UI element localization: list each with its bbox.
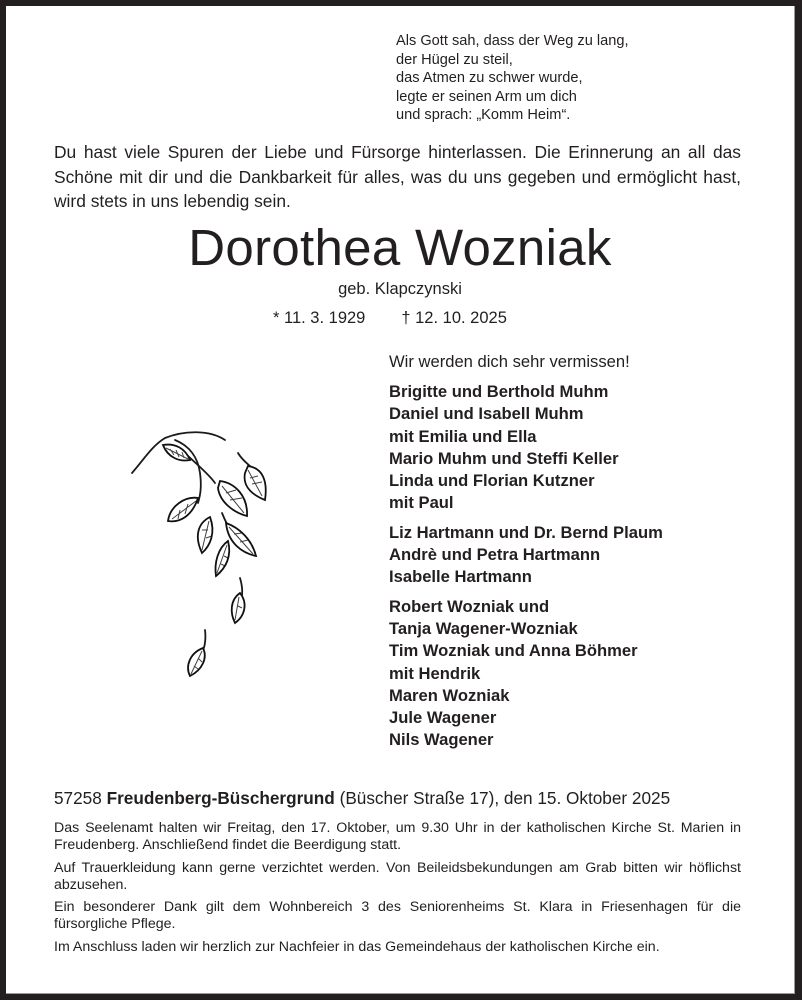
address-date: (Büscher Straße 17), den 15. Oktober 2025 <box>339 788 671 808</box>
family-member: Linda und Florian Kutzner <box>389 471 595 491</box>
family-member: Tanja Wagener-Wozniak <box>389 618 578 638</box>
family-member: mit Emilia und Ella <box>389 426 537 446</box>
note-paragraph: Im Anschluss laden wir herzlich zur Nachfeier in das Gemeindehaus der katholischen Kirche ein. <box>54 938 660 955</box>
service-notes <box>54 820 741 961</box>
falling-leaves-icon <box>130 418 295 688</box>
death-date: † 12. 10. 2025 <box>401 309 507 327</box>
family-member: Jule Wagener <box>389 708 497 728</box>
family-member: Isabelle Hartmann <box>389 567 532 587</box>
family-section <box>389 351 663 759</box>
closing-line: Wir werden dich sehr vermissen! <box>389 352 630 371</box>
family-member: Maren Wozniak <box>389 685 510 705</box>
poem-line: das Atmen zu schwer wurde, <box>396 70 583 87</box>
poem-line: Als Gott sah, dass der Weg zu lang, <box>396 33 629 49</box>
family-member: mit Paul <box>389 493 454 513</box>
family-group <box>389 381 663 515</box>
family-member: Liz Hartmann und Dr. Bernd Plaum <box>389 522 663 542</box>
postal-code: 57258 <box>54 788 102 808</box>
note-paragraph: Ein besonderer Dank gilt dem Wohnbereich 3 des Seniorenheims St. Klara in Friesenhagen für die fürsorgliche Pflege. <box>54 899 741 933</box>
family-member: Brigitte und Berthold Muhm <box>389 382 609 401</box>
family-member: Robert Wozniak und <box>389 596 550 616</box>
intro-text: Du hast viele Spuren der Liebe und Fürsorge hinterlassen. Die Erinnerung an all das Schöne mit dir und die Dankbarkeit für alles, was du uns gegeben und ermöglicht hast, wird stets in uns lebendig sein. <box>54 142 741 211</box>
town-name: Freudenberg-Büschergrund <box>106 788 335 808</box>
family-group <box>389 596 663 752</box>
note-paragraph: Das Seelenamt halten wir Freitag, den 17. Oktober, um 9.30 Uhr in der katholischen Kirche St. Marien in Freudenberg. Anschließend findet die Beerdigung statt. <box>54 820 741 854</box>
poem <box>396 32 629 125</box>
family-group <box>389 522 663 589</box>
poem-line: und sprach: „Komm Heim“. <box>396 107 571 124</box>
note-paragraph: Auf Trauerkleidung kann gerne verzichtet werden. Von Beileidsbekundungen am Grab bitten wir höflichst abzusehen. <box>54 859 741 893</box>
birth-date: * 11. 3. 1929 <box>273 309 366 327</box>
family-member: mit Hendrik <box>389 663 481 683</box>
poem-line: der Hügel zu steil, <box>396 51 513 68</box>
deceased-name: Dorothea Wozniak <box>188 219 612 276</box>
place-date-line <box>54 787 670 809</box>
family-member: Tim Wozniak und Anna Böhmer <box>389 641 638 661</box>
poem-line: legte er seinen Arm um dich <box>396 88 577 105</box>
family-member: Nils Wagener <box>389 730 494 750</box>
maiden-name: geb. Klapczynski <box>338 280 462 298</box>
family-member: Andrè und Petra Hartmann <box>389 545 601 565</box>
family-member: Daniel und Isabell Muhm <box>389 404 584 424</box>
life-dates <box>273 308 507 328</box>
family-member: Mario Muhm und Steffi Keller <box>389 448 619 468</box>
